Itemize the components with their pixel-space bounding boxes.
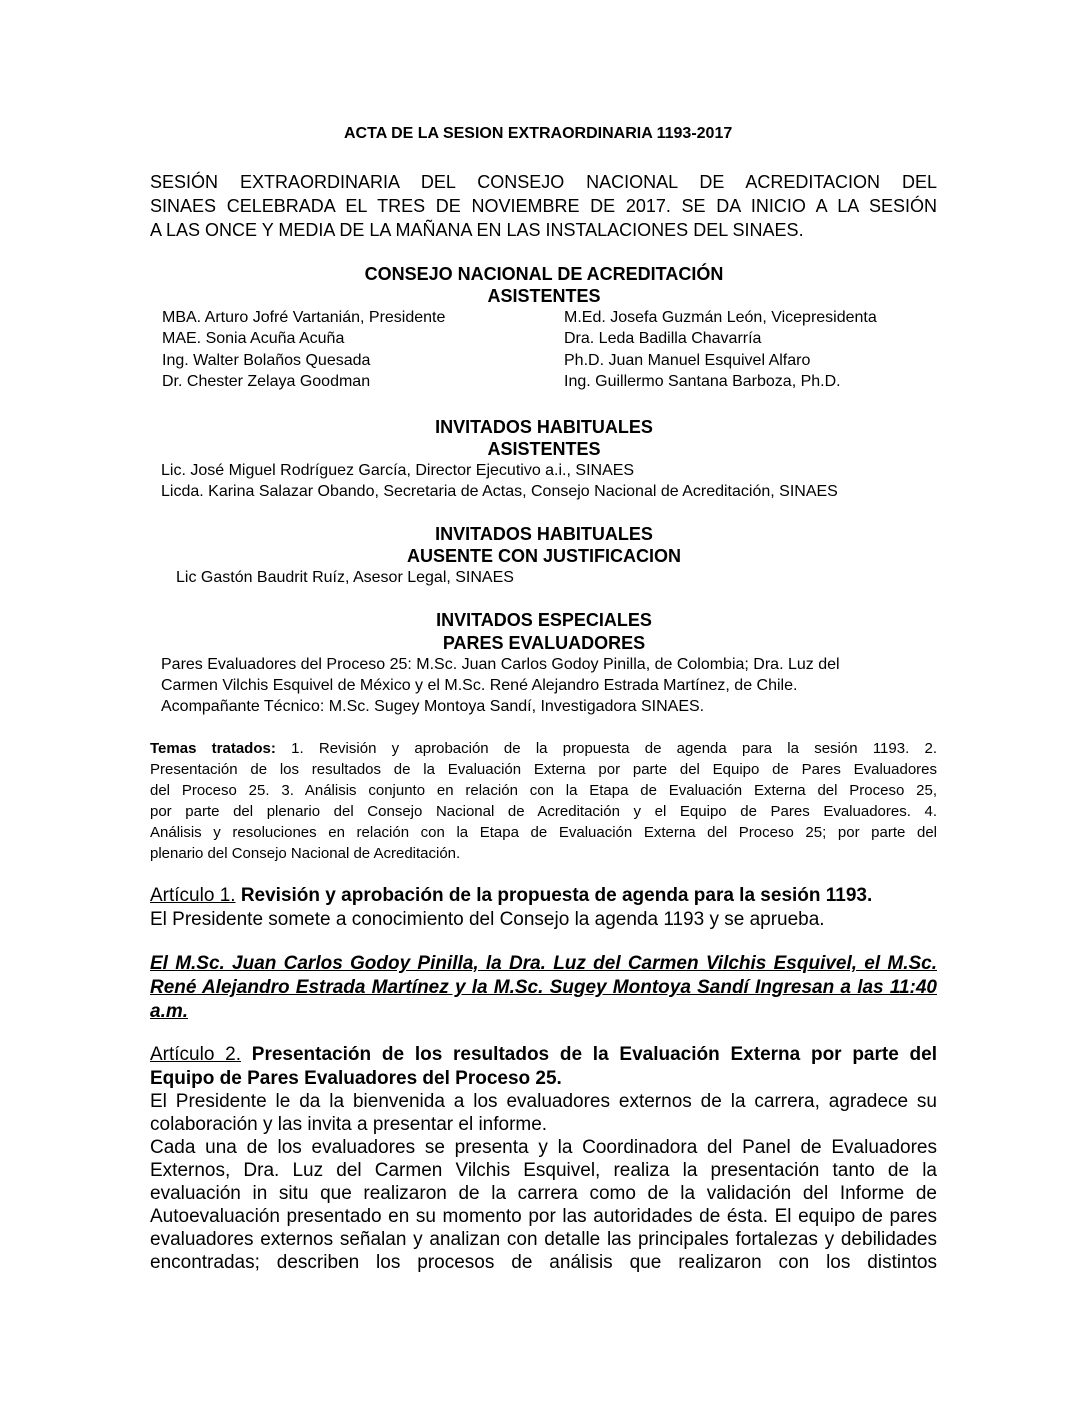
council-member: M.Ed. Josefa Guzmán León, Vicepresidenta xyxy=(564,309,877,326)
topics-line: Análisis y resoluciones en relación con la Etapa de Evaluación Externa del Proceso 25; por parte del xyxy=(150,824,937,841)
council-member: Ing. Walter Bolaños Quesada xyxy=(162,352,371,369)
guests-present-subheading: ASISTENTES xyxy=(487,439,601,459)
council-member: Dra. Leda Badilla Chavarría xyxy=(564,330,762,347)
topics-text: 1. Revisión y aprobación de la propuesta de agenda para la sesión 1193. 2. xyxy=(275,740,938,757)
intro-line-1: SESIÓN EXTRAORDINARIA DEL CONSEJO NACIONAL DE ACREDITACION DEL xyxy=(150,172,937,192)
guests-absent-heading: INVITADOS HABITUALES xyxy=(435,524,653,544)
article-2-title: Presentación de los resultados de la Evaluación Externa por parte del xyxy=(241,1044,938,1065)
council-member: Dr. Chester Zelaya Goodman xyxy=(162,373,371,390)
topics-label: Temas tratados: xyxy=(150,740,276,757)
council-subheading: ASISTENTES xyxy=(487,286,601,306)
council-member: MAE. Sonia Acuña Acuña xyxy=(162,330,345,347)
document-title: ACTA DE LA SESION EXTRAORDINARIA 1193-2017 xyxy=(344,125,733,142)
guest-line: Licda. Karina Salazar Obando, Secretaria de Actas, Consejo Nacional de Acreditación, SINAES xyxy=(161,483,838,500)
article-2-body-line: evaluación in situ que realizaron de la carrera como de la validación del Informe de xyxy=(150,1183,937,1204)
council-member: Ph.D. Juan Manuel Esquivel Alfaro xyxy=(564,352,811,369)
guests-absent-subheading: AUSENTE CON JUSTIFICACION xyxy=(406,546,682,566)
entry-note-line: a.m. xyxy=(150,1001,189,1022)
article-1-label: Artículo 1. xyxy=(150,885,236,906)
special-guest-line: Carmen Vilchis Esquivel de México y el M.Sc. René Alejandro Estrada Martínez, de Chile. xyxy=(161,677,798,694)
topics-line: por parte del plenario del Consejo Nacional de Acreditación y el Equipo de Pares Evaluadores. 4. xyxy=(150,803,937,820)
article-2-body-line: Cada una de los evaluadores se presenta y la Coordinadora del Panel de Evaluadores xyxy=(150,1137,937,1158)
council-heading: CONSEJO NACIONAL DE ACREDITACIÓN xyxy=(364,264,724,284)
topics-line: plenario del Consejo Nacional de Acreditación. xyxy=(150,845,461,862)
absent-guest-line: Lic Gastón Baudrit Ruíz, Asesor Legal, SINAES xyxy=(176,569,514,586)
intro-line-3: A LAS ONCE Y MEDIA DE LA MAÑANA EN LAS INSTALACIONES DEL SINAES. xyxy=(150,220,804,240)
article-2-title-line: Equipo de Pares Evaluadores del Proceso 25. xyxy=(150,1068,562,1089)
entry-note-line: René Alejandro Estrada Martínez y la M.Sc. Sugey Montoya Sandí Ingresan a las 11:40 xyxy=(150,977,937,998)
special-guest-line: Acompañante Técnico: M.Sc. Sugey Montoya Sandí, Investigadora SINAES. xyxy=(161,698,705,715)
guest-line: Lic. José Miguel Rodríguez García, Director Ejecutivo a.i., SINAES xyxy=(161,462,635,479)
entry-note-line: El M.Sc. Juan Carlos Godoy Pinilla, la Dra. Luz del Carmen Vilchis Esquivel, el M.Sc. xyxy=(150,953,937,974)
guests-present-heading: INVITADOS HABITUALES xyxy=(435,417,653,437)
topics-line: del Proceso 25. 3. Análisis conjunto en relación con la Etapa de Evaluación Externa del Proceso 25, xyxy=(150,782,937,799)
article-1-title: Revisión y aprobación de la propuesta de agenda para la sesión 1193. xyxy=(235,885,873,906)
article-2-label: Artículo 2. xyxy=(150,1044,242,1065)
article-1-heading xyxy=(150,884,872,909)
special-guests-heading: INVITADOS ESPECIALES xyxy=(436,610,652,630)
article-2-body-line: colaboración y las invita a presentar el informe. xyxy=(150,1114,548,1135)
article-2-body-line: El Presidente le da la bienvenida a los evaluadores externos de la carrera, agradece su xyxy=(150,1091,937,1112)
article-2-body-line: Autoevaluación presentado en su momento por las autoridades de ésta. El equipo de pares xyxy=(150,1206,937,1227)
article-2-body-line: evaluadores externos señalan y analizan con detalle las principales fortalezas y debilidades xyxy=(150,1229,937,1250)
special-guest-line: Pares Evaluadores del Proceso 25: M.Sc. Juan Carlos Godoy Pinilla, de Colombia; Dra. Luz del xyxy=(161,656,840,673)
council-member: Ing. Guillermo Santana Barboza, Ph.D. xyxy=(564,373,841,390)
council-member: MBA. Arturo Jofré Vartanián, Presidente xyxy=(162,309,446,326)
article-2-heading xyxy=(150,1043,937,1068)
topics-line-1 xyxy=(150,738,937,760)
article-1-body: El Presidente somete a conocimiento del Consejo la agenda 1193 y se aprueba. xyxy=(150,909,825,930)
special-guests-subheading: PARES EVALUADORES xyxy=(442,633,646,653)
article-2-body-line: encontradas; describen los procesos de análisis que realizaron con los distintos xyxy=(150,1252,937,1273)
intro-line-2: SINAES CELEBRADA EL TRES DE NOVIEMBRE DE 2017. SE DA INICIO A LA SESIÓN xyxy=(150,196,937,216)
topics-line: Presentación de los resultados de la Evaluación Externa por parte del Equipo de Pares Evaluadores xyxy=(150,761,937,778)
article-2-body-line: Externos, Dra. Luz del Carmen Vilchis Esquivel, realiza la presentación tanto de la xyxy=(150,1160,937,1181)
